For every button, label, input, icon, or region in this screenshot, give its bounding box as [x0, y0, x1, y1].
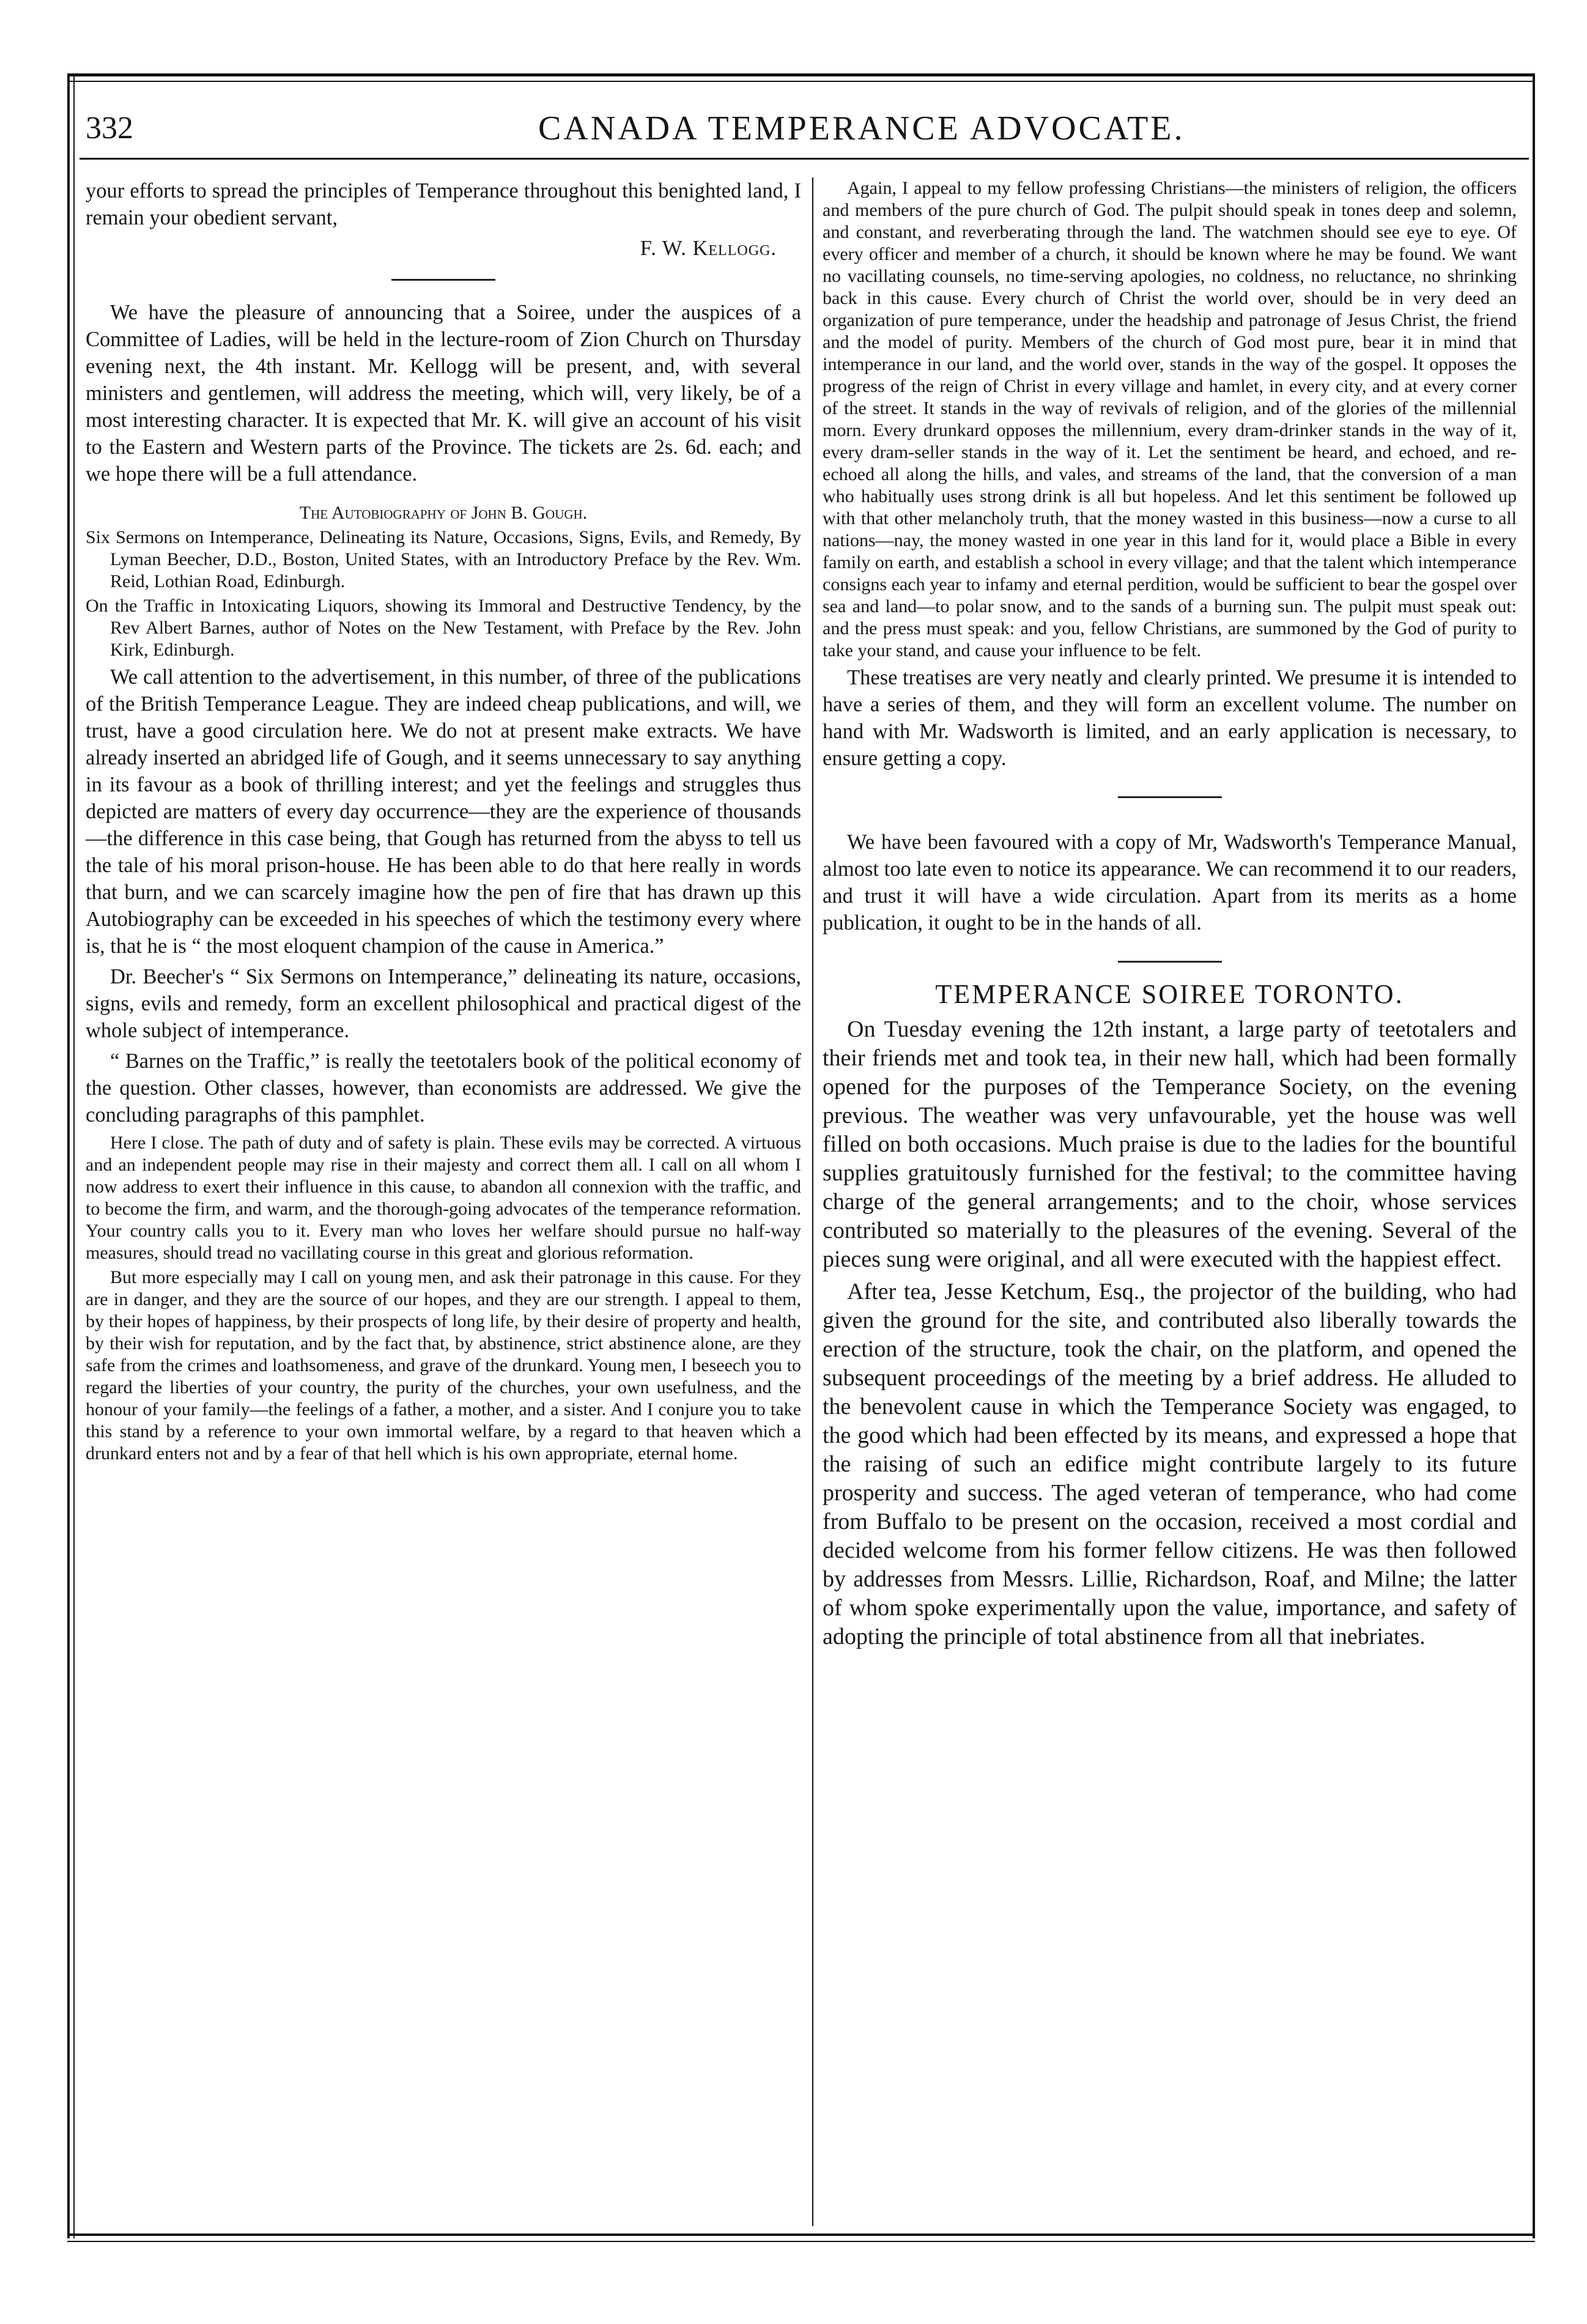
- header-underline: [80, 158, 1529, 160]
- bottom-border-rule-thin: [67, 2241, 1535, 2242]
- soiree-announcement: We have the pleasure of announcing that a Soiree, under the auspices of a Committee of Ladies, will be held in the lecture-room of Zion Church on Thursday evening next, the 4th instant. Mr. Kellogg will be present, and, with several ministers and gentlemen, will address the meeting, which will, very likely, be of a most interesting character. It is expected that Mr. K. will give an account of his visit to the Eastern and Western parts of the Province. The tickets are 2s. 6d. each; and we hope there will be a full attendance.: [86, 301, 801, 486]
- excerpt-paragraph: Again, I appeal to my fellow professing Christians—the ministers of religion, the officers and members of the pure church of God. The pulpit should speak in tones deep and solemn, and constant, and reverberating through the land. The watchmen should see eye to eye. Of every officer and member of a church, it should be known where he may be found. We want no vacillating counsels, no time-serving apologies, no coldness, no reluctance, no shrinking back in this cause. Every church of Christ the world over, should be in very deed an organization of pure temperance, under the headship and patronage of Jesus Christ, the friend and the model of purity. Members of the church of God most pure, bear it in mind that intemperance in our land, and the world over, stands in the way of the gospel. It opposes the progress of the reign of Christ in every village and hamlet, in every city, and at every corner of the street. It stands in the way of revivals of religion, and of the glories of the millennial morn. Every drunkard opposes the millennium, every dram-drinker stands in the way of it, every dram-seller stands in the way of it. Let the sentiment be heard, and echoed, and re-echoed all along the hills, and vales, and streams of the land, that the conversion of a man who habitually uses strong drink is all but hopeless. And let this sentiment be followed up with that other melancholy truth, that the money wasted in this business—now a curse to all nations—nay, the money wasted in one year in this land for it, would place a Bible in every family on earth, and establish a school in every village; and that the talent which intemperance consigns each year to infamy and eternal perdition, would be sufficient to bear the gospel over sea and land—to polar snow, and to the sands of a burning sun. The pulpit must speak out: and the press must speak: and you, fellow Christians, are summoned by the God of purity to take your stand, and cause your influence to be felt.: [823, 178, 1517, 661]
- left-column: [86, 177, 801, 1467]
- left-border-rule-thin: [73, 73, 75, 2238]
- book-title-gough: The Autobiography of John B. Gough.: [299, 503, 588, 523]
- section-separator: [1118, 796, 1222, 798]
- page-title: CANADA TEMPERANCE ADVOCATE.: [538, 109, 1185, 147]
- page-number: 332: [86, 111, 133, 146]
- top-border-rule: [67, 73, 1535, 76]
- publications-review: We call attention to the advertisement, in this number, of three of the publications of the British Temperance League. They are indeed cheap publications, and will, we trust, have a good circulation here. We do not at present make extracts. We have already inserted an abridged life of Gough, and it seems unnecessary to say anything in its favour as a book of thrilling interest; and yet the feelings and struggles thus depicted are matters of every day occurrence—they are the experience of thousands—the difference in this case being, that Gough has returned from the abyss to tell us the tale of his moral prison-house. He has been able to do that here really in words that burn, and we can scarcely imagine how the pen of fire that has drawn up this Autobiography can be exceeded in his speeches of which the testimony every where is, that he is “ the most eloquent champion of the cause in America.”: [86, 665, 801, 958]
- book-title-beecher: Six Sermons on Intemperance, Delineating its Nature, Occasions, Signs, Evils, and Remedy, By Lyman Beecher, D.D., Boston, United States, with an Introductory Preface by the Rev. Wm. Reid, Lothian Road, Edinburgh.: [86, 527, 801, 591]
- manual-note: We have been favoured with a copy of Mr, Wadsworth's Temperance Manual, almost too late even to notice its appearance. We can recommend it to our readers, and trust it will have a wide circulation. Apart from its merits as a home publication, it ought to be in the hands of all.: [823, 831, 1517, 934]
- beecher-review: Dr. Beecher's “ Six Sermons on Intemperance,” delineating its nature, occasions, signs, evils and remedy, form an excellent philosophical and practical digest of the whole subject of intemperance.: [86, 965, 801, 1042]
- excerpt-paragraph: But more especially may I call on young men, and ask their patronage in this cause. For they are in danger, and they are the source of our hopes, and they are our strength. I appeal to them, by their hopes of happiness, by their prospects of long life, by their desire of property and health, by their wish for reputation, and by the fact that, by abstinence, strict abstinence alone, are they safe from the crimes and loathsomeness, and grave of the drunkard. Young men, I beseech you to regard the liberties of your country, the purity of the churches, your own usefulness, and the honour of your family—the feelings of a father, a mother, and a sister. And I conjure you to take this stand by a reference to your own immortal welfare, by a regard to that heaven which a drunkard enters not and by a fear of that hell which is his own appropriate, eternal home.: [86, 1267, 801, 1464]
- right-border-rule: [1533, 73, 1535, 2238]
- pamphlet-excerpt: [86, 1132, 801, 1465]
- bottom-border-rule: [67, 2233, 1535, 2236]
- letter-signature: F. W. Kellogg.: [640, 237, 777, 260]
- excerpt-paragraph: Here I close. The path of duty and of safety is plain. These evils may be corrected. A virtuous and an independent people may rise in their majesty and correct them all. I call on all whom I now address to exert their influence in this cause, to abandon all connexion with the traffic, and to become the firm, and warm, and the thorough-going advocates of the temperance reformation. Your country calls you to it. Every man who loves her welfare should pursue no half-way measures, should tread no vacillating course in this great and glorious reformation.: [86, 1133, 801, 1263]
- barnes-review: “ Barnes on the Traffic,” is really the teetotalers book of the political economy of the question. Other classes, however, than economists are addressed. We give the concluding paragraphs of this pamphlet.: [86, 1049, 801, 1127]
- section-heading: TEMPERANCE SOIREE TORONTO.: [935, 979, 1404, 1009]
- section-separator: [391, 279, 495, 281]
- report-paragraph: On Tuesday evening the 12th instant, a large party of teetotalers and their friends met and took tea, in their new hall, which had been formally opened for the purposes of the Temperance Society, on the evening previous. The weather was very unfavourable, yet the house was well filled on both occasions. Much praise is due to the ladies for the bountiful supplies gratuitously furnished for the festival; to the committee having charge of the general arrangements; and to the choir, whose services contributed so materially to the pleasures of the evening. Several of the pieces sung were original, and all were executed with the happiest effect.: [823, 1016, 1517, 1272]
- report-paragraph: After tea, Jesse Ketchum, Esq., the projector of the building, who had given the ground for the site, and contributed also liberally towards the erection of the structure, took the chair, on the platform, and opened the subsequent proceedings of the meeting by a brief address. He alluded to the benevolent cause in which the Temperance Society was engaged, to the good which had been effected by its means, and expressed a hope that the raising of such an edifice might contribute largely to its future prosperity and success. The aged veteran of temperance, who had come from Buffalo to be present on the occasion, received a most cordial and decided welcome from his former fellow citizens. He was then followed by addresses from Messrs. Lillie, Richardson, Roaf, and Milne; the latter of whom spoke experimentally upon the value, importance, and safety of adopting the principle of total abstinence from all that inebriates.: [823, 1279, 1517, 1649]
- soiree-report: [823, 1015, 1517, 1651]
- treatises-note: These treatises are very neatly and clearly printed. We presume it is intended to have a series of them, and they will form an excellent volume. The number on hand with Mr. Wadsworth is limited, and an early application is necessary, to ensure getting a copy.: [823, 666, 1517, 770]
- book-list: [86, 502, 801, 661]
- section-separator: [1118, 961, 1222, 963]
- letter-closing: your efforts to spread the principles of Temperance throughout this benighted land, I remain your obedient servant,: [86, 179, 801, 229]
- right-column: [823, 177, 1517, 1655]
- book-title-barnes: On the Traffic in Intoxicating Liquors, showing its Immoral and Destructive Tendency, by the Rev Albert Barnes, author of Notes on the New Testament, with Preface by the Rev. John Kirk, Edinburgh.: [86, 596, 801, 660]
- pamphlet-excerpt-continued: [823, 177, 1517, 662]
- left-border-rule: [67, 73, 70, 2238]
- top-border-rule-thin: [67, 81, 1535, 82]
- column-divider: [812, 177, 813, 2226]
